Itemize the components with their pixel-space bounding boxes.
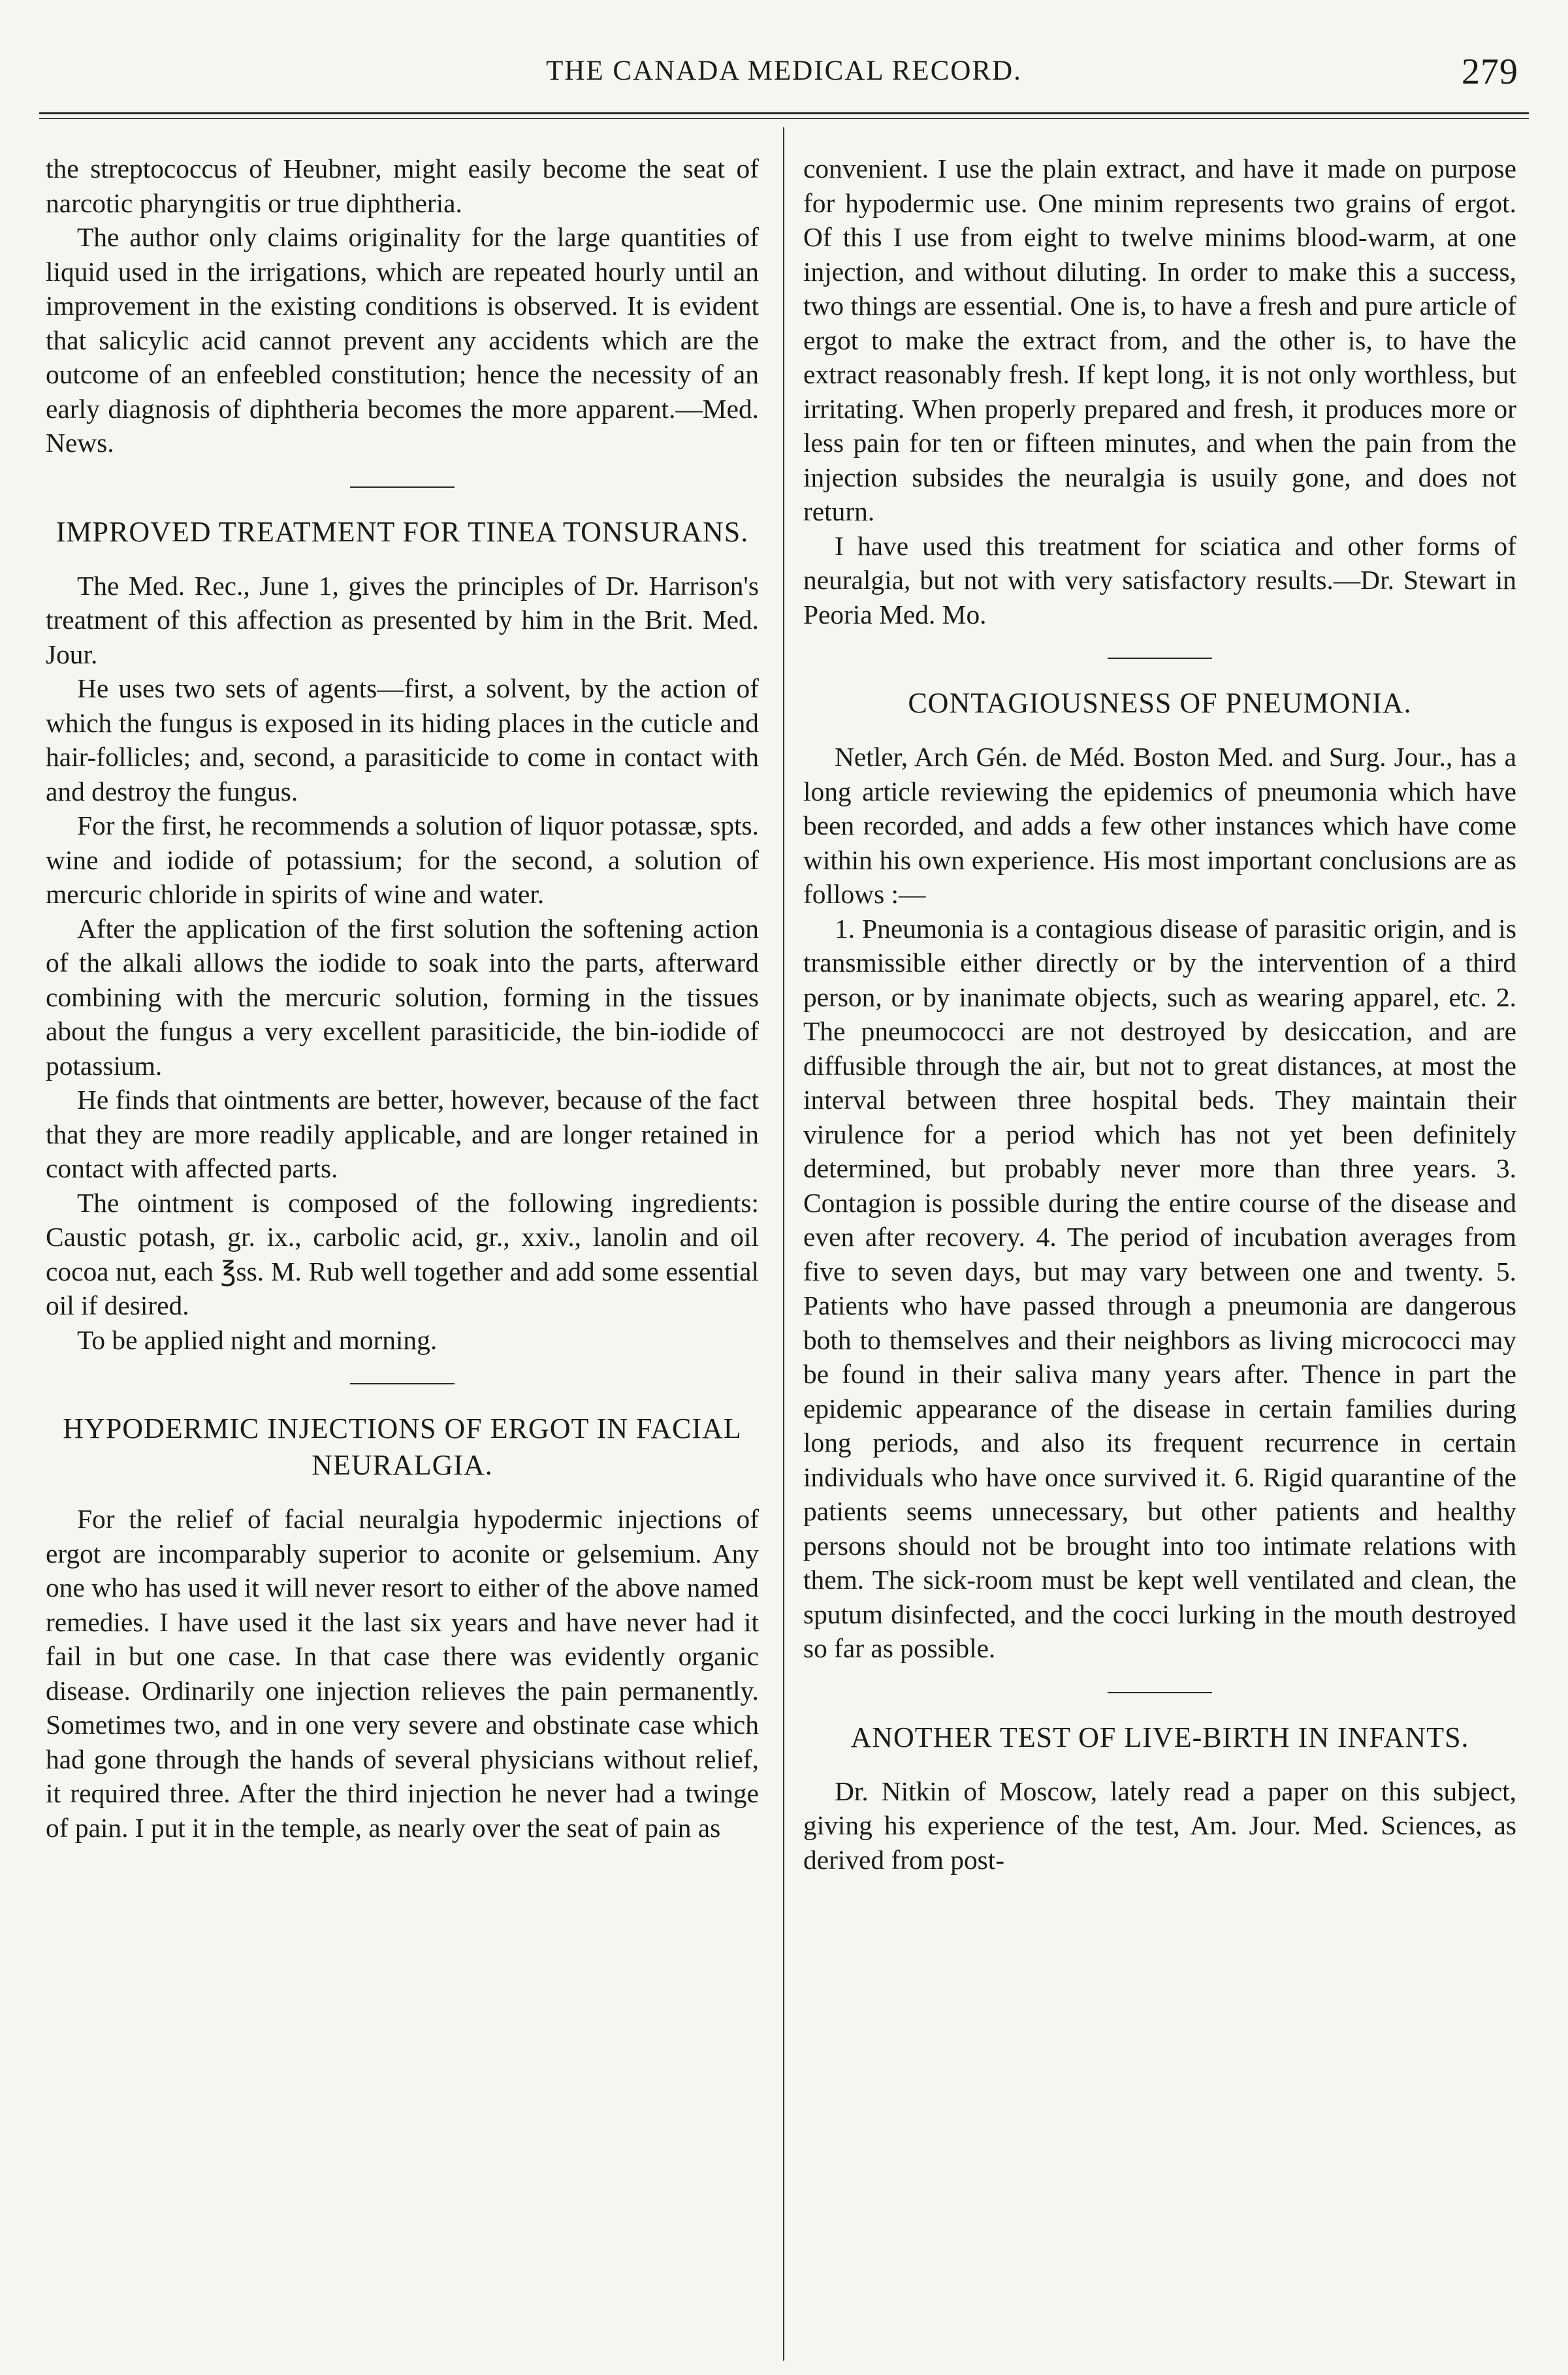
tinea-paragraph: The ointment is composed of the following ingredients: Caustic potash, gr. ix., carbolic acid, gr., xxiv., lanolin and oil cocoa nut, each ℥ss. M. Rub well together and add some essential oil if desired. xyxy=(46,1187,759,1320)
header-rule-thin xyxy=(39,118,1529,119)
diphtheria-conclusion-paragraph: The author only claims originality for the large quantities of liquid used in the irrigations, which are repeated hourly until an improvement in the existing conditions is observed. It is evident that salicylic acid cannot prevent any accidents which are the outcome of an enfeebled constitution; hence the necessity of an early diagnosis of diphtheria becomes the more apparent.—Med. News. xyxy=(46,222,759,458)
journal-title: THE CANADA MEDICAL RECORD. xyxy=(546,56,1022,86)
column-divider xyxy=(783,127,784,2361)
tinea-paragraph: After the application of the first solution the softening action of the alkali allows the iodide to soak into the parts, afterward combining with the mercuric solution, forming in the tissues about the fungus a very excellent parasiticide, the bin-iodide of potassium. xyxy=(46,913,759,1081)
ergot-paragraph: For the relief of facial neuralgia hypodermic injections of ergot are incomparably superior to aconite or gelsemium. Any one who has used it will never resort to either of the above named remedies. I have used it the last six years and have never had it fail in but one case. In that case there was evidently organic disease. Ordinarily one injection relieves the pain permanently. Sometimes two, and in one very severe and obstinate case which had gone through the hands of several physicians without relief, it required three. After the third injection he never had a twinge of pain. I put it in the temple, as nearly over the seat of pain as xyxy=(46,1504,759,1843)
ergot-continued-paragraph: convenient. I use the plain extract, and have it made on purpose for hypodermic use. One minim represents two grains of ergot. Of this I use from eight to twelve minims blood-warm, at one injection, and without diluting. In order to make this a success, two things are essential. One is, to have a fresh and pure article of ergot to make the extract from, and the other is, to have the extract reasonably fresh. If kept long, it is not only worthless, but irritating. When properly prepared and fresh, it produces more or less pain for ten or fifteen minutes, and when the pain from the injection subsides the neuralgia is usuily gone, and does not return. xyxy=(803,153,1516,526)
section-separator xyxy=(350,486,455,488)
tinea-paragraph: He uses two sets of agents—first, a solvent, by the action of which the fungus is exposed in its hiding places in the cuticle and hair-follicles; and, second, a parasiticide to come in contact with and destroy the fungus. xyxy=(46,673,759,806)
diphtheria-continued-paragraph: the streptococcus of Heubner, might easily become the seat of narcotic pharyngitis or true diphtheria. xyxy=(46,153,759,218)
pneumonia-paragraph: Netler, Arch Gén. de Méd. Boston Med. and Surg. Jour., has a long article reviewing the epidemics of pneumonia which have been recorded, and adds a few other instances which have come within his own experience. His most important conclusions are as follows :— xyxy=(803,742,1516,909)
section-separator xyxy=(1108,1692,1212,1693)
pneumonia-article-title: CONTAGIOUSNESS OF PNEUMONIA. xyxy=(908,687,1412,719)
left-column xyxy=(46,151,759,1845)
right-column xyxy=(803,151,1516,1877)
livebirth-article-title: ANOTHER TEST OF LIVE-BIRTH IN INFANTS. xyxy=(850,1721,1469,1753)
header-rule-thick xyxy=(39,112,1529,114)
tinea-paragraph: The Med. Rec., June 1, gives the principles of Dr. Harrison's treatment of this affection as presented by him in the Brit. Med. Jour. xyxy=(46,570,759,669)
tinea-paragraph: To be applied night and morning. xyxy=(77,1324,438,1355)
tinea-paragraph: For the first, he recommends a solution of liquor potassæ, spts. wine and iodide of potassium; for the second, a solution of mercuric chloride in spirits of wine and water. xyxy=(46,810,759,909)
page-number: 279 xyxy=(1462,52,1518,92)
tinea-article-title: IMPROVED TREATMENT FOR TINEA TONSURANS. xyxy=(56,515,749,548)
section-separator xyxy=(1108,658,1212,659)
livebirth-paragraph: Dr. Nitkin of Moscow, lately read a paper on this subject, giving his experience of the test, Am. Jour. Med. Sciences, as derived from post- xyxy=(803,1776,1516,1875)
ergot-article-title: HYPODERMIC INJECTIONS OF ERGOT IN FACIAL NEURALGIA. xyxy=(63,1412,742,1481)
tinea-paragraph: He finds that ointments are better, however, because of the fact that they are more readily applicable, and are longer retained in contact with affected parts. xyxy=(46,1085,759,1183)
section-separator xyxy=(350,1383,455,1384)
pneumonia-conclusions-paragraph: 1. Pneumonia is a contagious disease of parasitic origin, and is transmissible either directly or by the intervention of a third person, or by inanimate objects, such as wearing apparel, etc. 2. The pneumococci are not destroyed by desiccation, and are diffusible through the air, but not to great distances, at most the interval between three hospital beds. They maintain their virulence for a period which has not yet been definitely determined, but probably never more than three years. 3. Contagion is possible during the entire course of the disease and even after recovery. 4. The period of incubation averages from five to seven days, but may vary between one and twenty. 5. Patients who have passed through a pneumonia are dangerous both to themselves and their neighbors as living micrococci may be found in their saliva many years after. Thence in part the epidemic appearance of the disease in certain families during long periods, and also its frequent recurrence in certain individuals who have once survived it. 6. Rigid quarantine of the patients seems unnecessary, but other patients and healthy persons should not be brought into too intimate relations with them. The sick-room must be kept well ventilated and clean, the sputum disinfected, and the cocci lurking in the mouth destroyed so far as possible. xyxy=(803,913,1516,1663)
running-head xyxy=(39,52,1529,101)
ergot-closing-paragraph: I have used this treatment for sciatica and other forms of neuralgia, but not with very satisfactory results.—Dr. Stewart in Peoria Med. Mo. xyxy=(803,530,1516,630)
